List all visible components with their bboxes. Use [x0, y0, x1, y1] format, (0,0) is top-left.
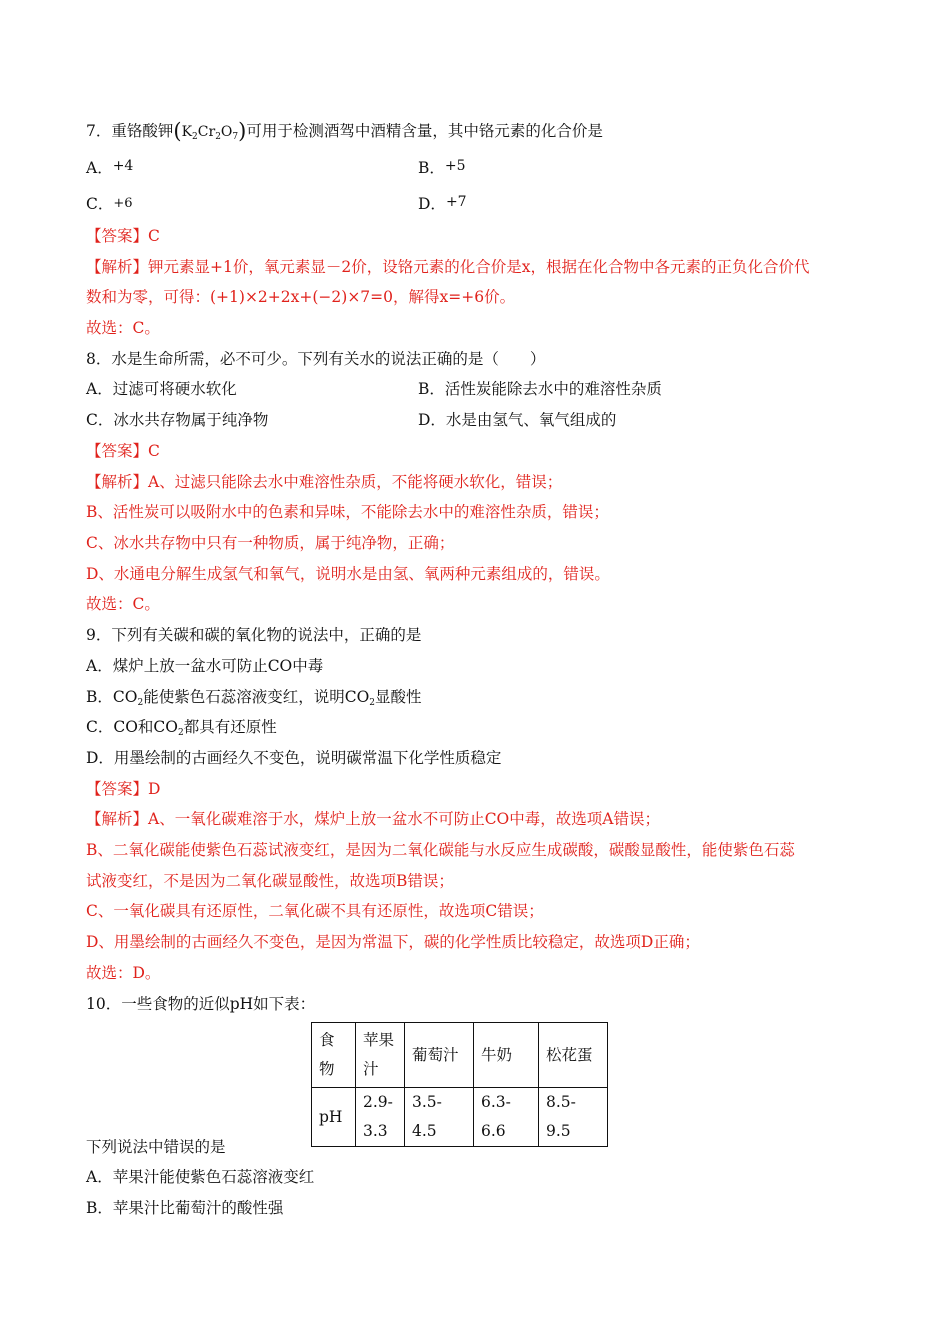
q9-option-c: C．CO和$CO_2$都具有还原性	[86, 718, 277, 738]
table-cell: 6.3-6.6	[474, 1088, 539, 1147]
q7-option-c: C．+6	[86, 195, 133, 213]
q7-stem-suffix: 可用于检测酒驾中酒精含量，其中铬元素的化合价是	[246, 122, 603, 140]
table-header-cell: 牛奶	[474, 1023, 539, 1088]
table-header-cell: 苹果汁	[356, 1023, 405, 1088]
q8-option-d: D．水是由氢气、氧气组成的	[418, 411, 617, 429]
q9-analysis-b1: B、二氧化碳能使紫色石蕊试液变红，是因为二氧化碳能与水反应生成碳酸，碳酸显酸性，能使紫色石蕊	[86, 841, 795, 859]
table-header-cell: 松花蛋	[539, 1023, 608, 1088]
q7-answer: 【答案】C	[86, 227, 160, 245]
q10-option-a: A．苹果汁能使紫色石蕊溶液变红	[86, 1168, 315, 1186]
q7-conclusion: 故选：C。	[86, 319, 160, 337]
q8-option-b: B．活性炭能除去水中的难溶性杂质	[418, 380, 662, 398]
q10-question: 下列说法中错误的是	[86, 1138, 226, 1156]
table-cell: 3.5-4.5	[405, 1088, 474, 1147]
q9-analysis-c: C、一氧化碳具有还原性，二氧化碳不具有还原性，故选项C错误；	[86, 902, 544, 920]
table-row	[312, 1023, 608, 1088]
q7-analysis-line2: 数和为零，可得：(+1)×2+2x+(−2)×7=0，解得x=+6价。	[86, 288, 516, 306]
q7-stem-prefix: 7．重铬酸钾	[86, 122, 174, 140]
q8-analysis-c: C、冰水共存物中只有一种物质，属于纯净物，正确；	[86, 534, 455, 552]
q9-option-a: A．煤炉上放一盆水可防止CO中毒	[86, 657, 324, 675]
q7-option-a: A．+4	[86, 158, 134, 177]
q8-analysis-b: B、活性炭可以吸附水中的色素和异味，不能除去水中的难溶性杂质，错误；	[86, 503, 609, 521]
table-cell: pH	[312, 1088, 356, 1147]
table-row	[312, 1088, 608, 1147]
q8-conclusion: 故选：C。	[86, 595, 160, 613]
q8-analysis-d: D、水通电分解生成氢气和氧气，说明水是由氢、氧两种元素组成的，错误。	[86, 565, 610, 583]
table-cell: 2.9-3.3	[356, 1088, 405, 1147]
paren-right: )	[238, 119, 247, 143]
q9-stem: 9．下列有关碳和碳的氧化物的说法中，正确的是	[86, 626, 422, 644]
table-header-cell: 葡萄汁	[405, 1023, 474, 1088]
q7-option-d: D．+7	[418, 194, 467, 213]
q9-option-d: D．用墨绘制的古画经久不变色，说明碳常温下化学性质稳定	[86, 749, 502, 767]
ph-table	[311, 1022, 608, 1147]
q8-option-a: A．过滤可将硬水软化	[86, 380, 237, 398]
q9-answer: 【答案】D	[86, 780, 161, 798]
q9-conclusion: 故选：D。	[86, 964, 161, 982]
q7-stem	[86, 120, 603, 148]
q7-analysis-line1: 【解析】钾元素显+1价，氧元素显－2价，设铬元素的化合价是x，根据在化合物中各元素的正负化合价代	[86, 258, 810, 276]
paren-left: (	[173, 119, 182, 143]
table-header-cell: 食物	[312, 1023, 356, 1088]
q10-option-b: B．苹果汁比葡萄汁的酸性强	[86, 1199, 284, 1217]
q8-answer: 【答案】C	[86, 442, 160, 460]
q8-stem: 8．水是生命所需，必不可少。下列有关水的说法正确的是（ ）	[86, 350, 546, 368]
q8-analysis-a: 【解析】A、过滤只能除去水中难溶性杂质，不能将硬水软化，错误；	[86, 473, 563, 491]
q9-analysis-a: 【解析】A、一氧化碳难溶于水，煤炉上放一盆水不可防止CO中毒，故选项A错误；	[86, 810, 660, 828]
table-cell: 8.5-9.5	[539, 1088, 608, 1147]
q9-analysis-d: D、用墨绘制的古画经久不变色，是因为常温下，碳的化学性质比较稳定，故选项D正确；	[86, 933, 700, 951]
q7-option-b: B．+5	[418, 158, 466, 177]
q9-option-b: B．$CO_2$能使紫色石蕊溶液变红，说明$CO_2$显酸性	[86, 688, 422, 708]
q8-option-c: C．冰水共存物属于纯净物	[86, 411, 269, 429]
q9-analysis-b2: 试液变红，不是因为二氧化碳显酸性，故选项B错误；	[86, 872, 454, 890]
q7-formula: $K_2Cr_2O_7$	[181, 124, 239, 142]
q10-stem: 10．一些食物的近似pH如下表：	[86, 995, 316, 1013]
